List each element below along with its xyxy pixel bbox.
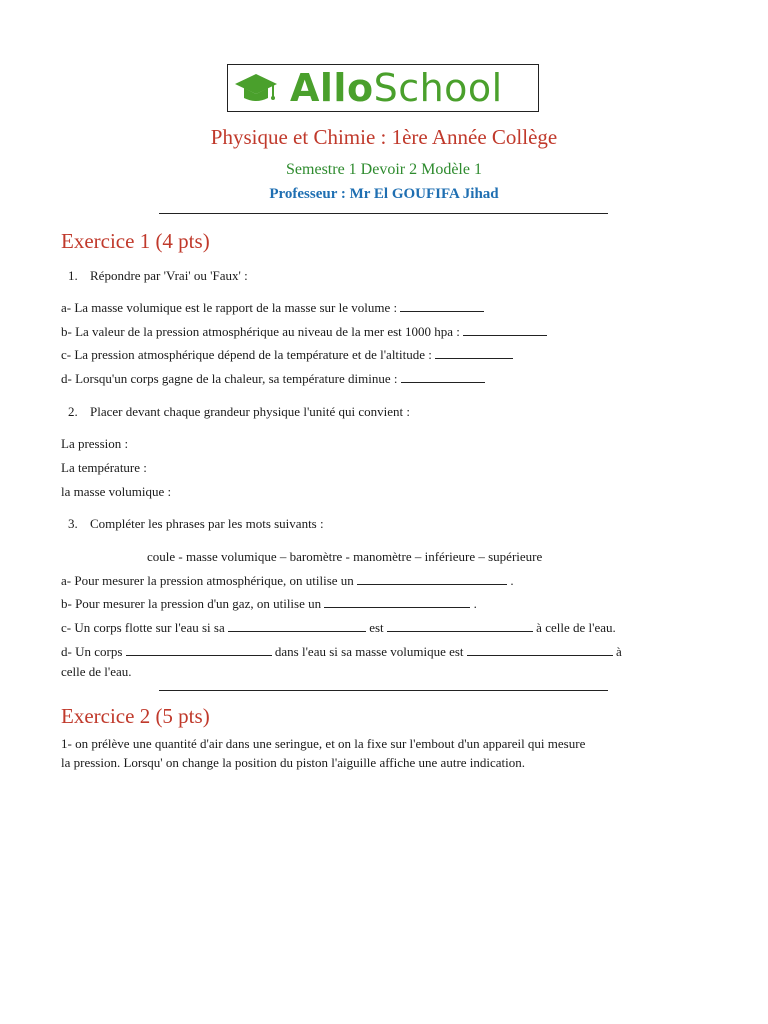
sentence-text: . xyxy=(510,573,514,588)
sentence-d xyxy=(61,644,622,660)
logo-text-school: School xyxy=(373,66,503,110)
unit-line-temperature: La température : xyxy=(61,460,147,475)
statement-c xyxy=(61,347,513,363)
fill-blank[interactable] xyxy=(228,620,366,632)
question-text: Placer devant chaque grandeur physique l'unité qui convient : xyxy=(90,404,411,419)
question-number: 2. xyxy=(68,404,78,419)
answer-blank[interactable] xyxy=(435,347,513,359)
question-number: 3. xyxy=(68,516,78,531)
unit-line-pression: La pression : xyxy=(61,436,129,451)
statement-d xyxy=(61,371,485,387)
sentence-text: b- Pour mesurer la pression d'un gaz, on utilise un xyxy=(61,596,322,611)
sentence-a xyxy=(61,573,514,589)
sentence-b xyxy=(61,596,477,612)
exercise-1-title: Exercice 1 (4 pts) xyxy=(61,229,210,253)
statement-text: b- La valeur de la pression atmosphérique au niveau de la mer est 1000 hpa : xyxy=(61,324,460,339)
exercise-2-text-line-2: la pression. Lorsqu' on change la position du piston l'aiguille affiche une autre indication. xyxy=(61,755,526,770)
fill-blank[interactable] xyxy=(357,573,507,585)
logo-text xyxy=(290,65,503,111)
question-3 xyxy=(68,516,324,532)
answer-blank[interactable] xyxy=(400,300,484,312)
divider xyxy=(159,213,608,214)
sentence-d-continued: celle de l'eau. xyxy=(61,664,132,679)
logo-text-allo: Allo xyxy=(290,66,374,110)
question-text: Répondre par 'Vrai' ou 'Faux' : xyxy=(90,268,248,283)
unit-line-masse-volumique: la masse volumique : xyxy=(61,484,172,499)
sentence-text: à celle de l'eau. xyxy=(536,620,616,635)
answer-blank[interactable] xyxy=(401,371,485,383)
question-1 xyxy=(68,268,248,284)
statement-a xyxy=(61,300,484,316)
graduation-cap-icon xyxy=(234,71,278,105)
document-title: Physique et Chimie : 1ère Année Collège xyxy=(210,125,558,149)
statement-text: c- La pression atmosphérique dépend de la température et de l'altitude : xyxy=(61,347,432,362)
sentence-text: a- Pour mesurer la pression atmosphérique, on utilise un xyxy=(61,573,354,588)
sentence-c xyxy=(61,620,616,636)
statement-b xyxy=(61,324,547,340)
sentence-text: c- Un corps flotte sur l'eau si sa xyxy=(61,620,225,635)
alloschool-logo xyxy=(227,64,539,112)
sentence-text: est xyxy=(369,620,384,635)
divider xyxy=(159,690,608,691)
professor-name: Professeur : Mr El GOUFIFA Jihad xyxy=(269,186,499,202)
statement-text: d- Lorsqu'un corps gagne de la chaleur, sa température diminue : xyxy=(61,371,398,386)
fill-blank[interactable] xyxy=(126,644,272,656)
question-number: 1. xyxy=(68,268,78,283)
question-2 xyxy=(68,404,410,420)
answer-blank[interactable] xyxy=(463,324,547,336)
fill-blank[interactable] xyxy=(324,596,470,608)
sentence-text: d- Un corps xyxy=(61,644,123,659)
fill-blank[interactable] xyxy=(387,620,533,632)
sentence-text: dans l'eau si sa masse volumique est xyxy=(274,644,464,659)
fill-blank[interactable] xyxy=(467,644,613,656)
exercise-2-text-line-1: 1- on prélève une quantité d'air dans une seringue, et on la fixe sur l'embout d'un appareil qui mesure xyxy=(61,736,586,751)
exercise-2-title: Exercice 2 (5 pts) xyxy=(61,704,210,728)
question-text: Compléter les phrases par les mots suivants : xyxy=(90,516,324,531)
word-bank: coule - masse volumique – baromètre - manomètre – inférieure – supérieure xyxy=(147,549,543,564)
document-subtitle: Semestre 1 Devoir 2 Modèle 1 xyxy=(286,161,482,178)
sentence-text: . xyxy=(473,596,477,611)
statement-text: a- La masse volumique est le rapport de la masse sur le volume : xyxy=(61,300,398,315)
sentence-text: à xyxy=(616,644,622,659)
